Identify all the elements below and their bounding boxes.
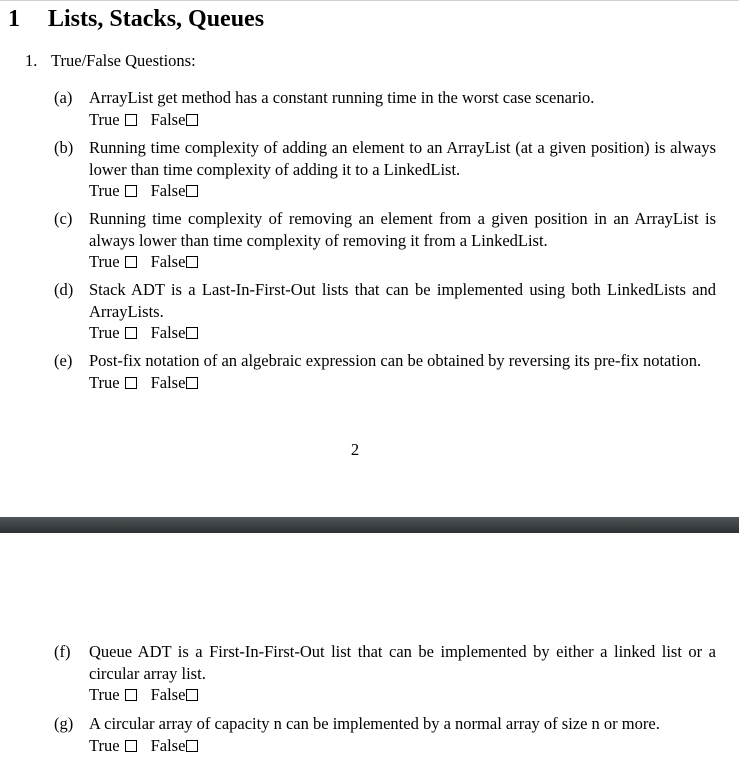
false-option[interactable] [151,109,199,131]
false-option[interactable] [151,322,199,344]
question-label: (e) [54,351,73,370]
true-label: True [89,372,120,392]
question-group-number: 1. [25,51,38,70]
true-label: True [89,685,120,704]
question-text: ArrayList get method has a constant running time in the worst case scenario. [89,88,595,107]
true-label: True [89,252,120,271]
section-number: 1 [8,6,20,32]
false-checkbox[interactable] [186,256,198,268]
true-checkbox[interactable] [125,114,137,126]
answer-options [89,180,716,202]
question-label: (c) [54,209,73,228]
answer-options [89,372,716,394]
question-f [54,641,716,706]
page-border [0,0,739,1]
false-checkbox[interactable] [186,740,198,752]
false-option[interactable] [151,180,199,202]
question-b [54,137,716,202]
question-c [54,208,716,273]
answer-options [89,735,716,757]
false-option[interactable] [151,735,199,757]
section-title: Lists, Stacks, Queues [48,6,265,32]
false-option[interactable] [151,372,199,394]
false-label: False [150,372,186,392]
false-option[interactable] [151,684,199,706]
page-separator [0,517,739,533]
false-checkbox[interactable] [186,327,198,339]
question-label: (g) [54,714,74,733]
answer-options [89,322,716,344]
answer-options [89,251,716,273]
question-a [54,87,716,130]
question-label: (a) [54,88,73,107]
true-checkbox[interactable] [125,689,137,701]
true-checkbox[interactable] [125,185,137,197]
question-text: A circular array of capacity n can be implemented by a normal array of size n or more. [89,714,660,733]
true-label: True [89,109,120,129]
false-label: False [150,685,186,704]
question-group-heading [25,50,196,72]
true-checkbox[interactable] [125,256,137,268]
false-checkbox[interactable] [186,377,198,389]
false-label: False [150,735,186,755]
section-heading [8,2,264,36]
answer-options [89,109,716,131]
true-option[interactable] [89,684,137,706]
question-d [54,279,716,344]
page-number: 2 [350,440,360,459]
false-label: False [150,323,186,342]
false-checkbox[interactable] [186,185,198,197]
question-group-title: True/False Questions: [51,51,196,70]
question-g [54,713,716,756]
question-text: Running time complexity of adding an element to an ArrayList (at a given position) is always lower than time complexity of adding it to a LinkedList. [89,138,716,179]
true-option[interactable] [89,735,137,757]
question-label: (d) [54,280,74,299]
true-option[interactable] [89,251,137,273]
document-page-2 [0,533,739,779]
question-label: (b) [54,138,74,157]
true-checkbox[interactable] [125,327,137,339]
true-option[interactable] [89,109,137,131]
true-checkbox[interactable] [125,377,137,389]
true-option[interactable] [89,322,137,344]
true-label: True [89,735,120,755]
true-label: True [89,181,120,200]
false-option[interactable] [151,251,199,273]
false-label: False [150,109,186,129]
false-label: False [150,252,186,271]
false-checkbox[interactable] [186,114,198,126]
true-checkbox[interactable] [125,740,137,752]
question-e [54,350,716,393]
question-text: Running time complexity of removing an element from a given position in an ArrayList is always lower than time complexity of removing it from a LinkedList. [89,209,716,250]
true-label: True [89,323,120,342]
true-option[interactable] [89,372,137,394]
false-checkbox[interactable] [186,689,198,701]
answer-options [89,684,716,706]
question-text: Queue ADT is a First-In-First-Out list that can be implemented by either a linked list or a circular array list. [89,642,716,683]
true-option[interactable] [89,180,137,202]
question-text: Stack ADT is a Last-In-First-Out lists that can be implemented using both LinkedLists and ArrayLists. [89,280,716,321]
question-text: Post-fix notation of an algebraic expression can be obtained by reversing its pre-fix notation. [89,351,702,370]
question-label: (f) [54,642,71,661]
false-label: False [150,181,186,200]
